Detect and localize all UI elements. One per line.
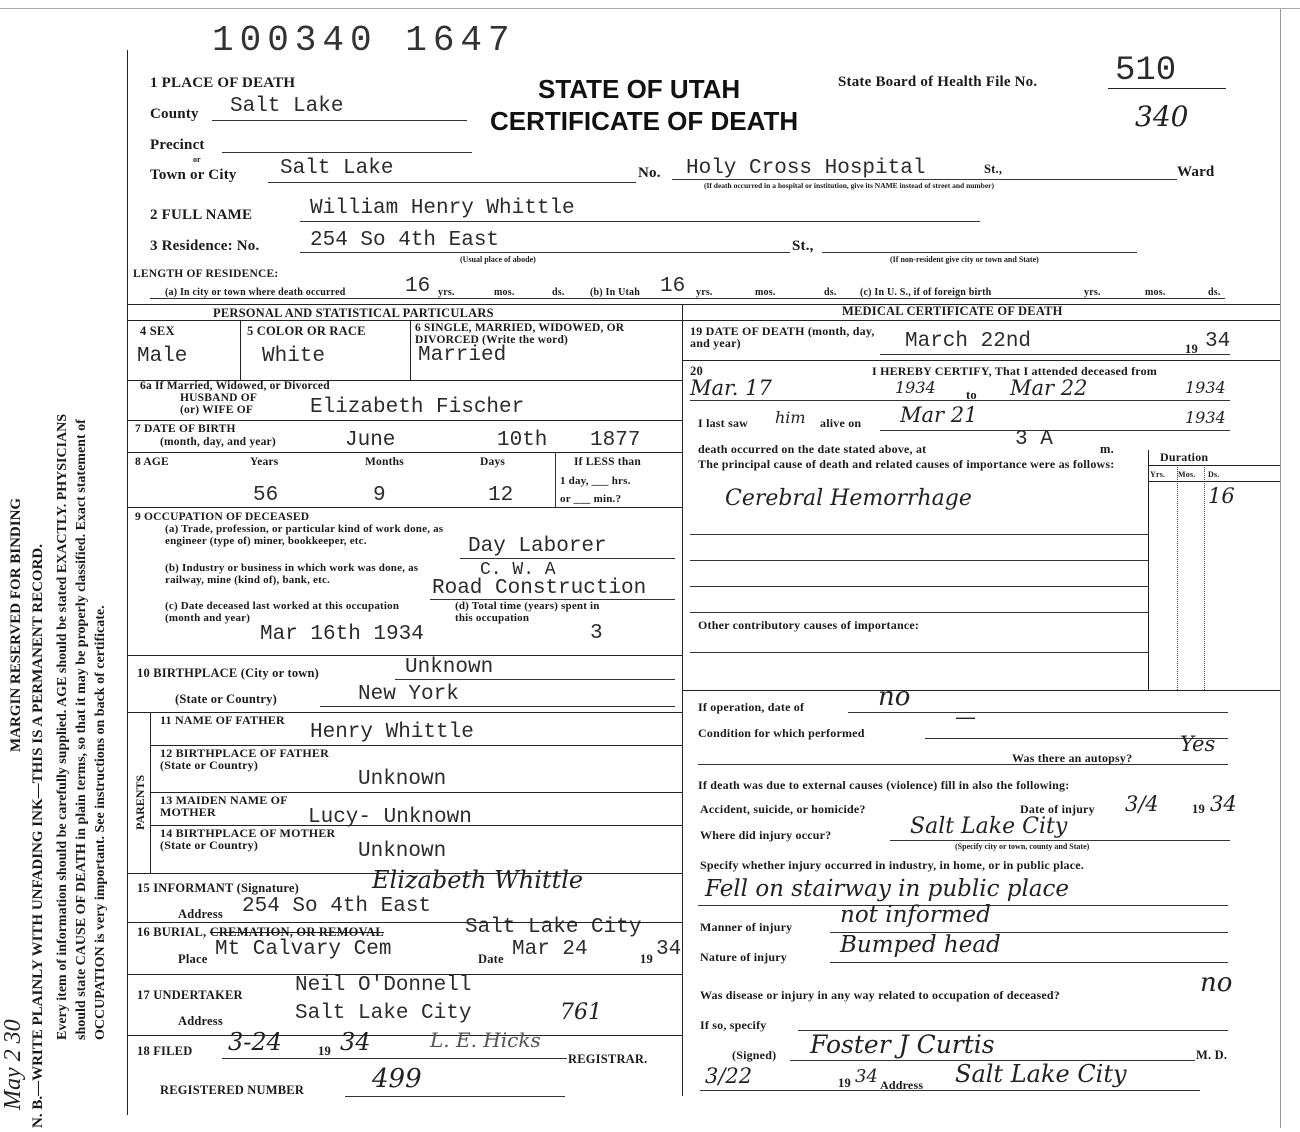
- manner-label: Manner of injury: [700, 920, 793, 934]
- margin-ink-text: N. B.—WRITE PLAINLY WITH UNFADING INK—THIS IS A PERMANENT RECORD.: [30, 544, 46, 1128]
- occupation-b-label: (b) Industry or business in which work was done, as railway, mine (kind of), bank, etc.: [165, 562, 419, 586]
- autopsy-label: Was there an autopsy?: [1012, 751, 1133, 765]
- yrs-label-2: yrs.: [696, 287, 713, 298]
- age-months-label: Months: [365, 456, 404, 468]
- occupation-c-value: Mar 16th 1934: [260, 623, 424, 646]
- mother-birthplace-value: Unknown: [358, 840, 447, 863]
- form-right-border: [1280, 8, 1281, 1128]
- place-of-death-heading: 1 PLACE OF DEATH: [150, 75, 296, 91]
- age-label: 8 AGE: [135, 456, 169, 468]
- spouse-label-2: HUSBAND OF: [180, 392, 258, 404]
- sign-year: 34: [855, 1066, 878, 1087]
- hospital-note: (If death occurred in a hospital or institution, give its NAME instead of street and number): [704, 181, 995, 190]
- registered-number-value: 499: [372, 1064, 422, 1094]
- sign-year-prefix: 19: [838, 1076, 851, 1090]
- dob-year: 1877: [590, 429, 641, 452]
- informant-label: 15 INFORMANT (Signature): [137, 881, 299, 895]
- occupation-d-label: (d) Total time (years) spent in this occupation: [455, 600, 600, 624]
- center-divider: [682, 304, 683, 1096]
- form-left-border: [127, 50, 128, 1115]
- where-injury-value: Salt Lake City: [910, 814, 1068, 839]
- age-min-label: or ___ min.?: [560, 493, 622, 505]
- duration-days-value: 16: [1208, 484, 1235, 508]
- manner-value: not informed: [840, 902, 991, 928]
- specify-place-value: Fell on stairway in public place: [705, 876, 1070, 902]
- father-birthplace-label: [160, 747, 340, 771]
- nature-label: Nature of injury: [700, 950, 787, 964]
- filed-date: 3-24: [228, 1028, 282, 1056]
- attended-from: Mar. 17: [690, 376, 772, 400]
- marital-label-text: 6 SINGLE, MARRIED, WIDOWED, OR DIVORCED (Write the word): [415, 322, 625, 346]
- alive-on-label: alive on: [820, 416, 862, 430]
- certificate-title: CERTIFICATE OF DEATH: [490, 106, 799, 136]
- mother-birthplace-label: [160, 827, 340, 851]
- filed-year-prefix: 19: [318, 1044, 331, 1058]
- physician-signature: Foster J Curtis: [810, 1030, 995, 1059]
- cause-label-text: The principal cause of death and related causes of importance were as follows:: [698, 457, 1115, 471]
- length-of-residence-label: LENGTH OF RESIDENCE:: [133, 268, 279, 280]
- certify-label: I HEREBY CERTIFY, That I attended deceased from: [872, 364, 1158, 378]
- injury-year-prefix: 19: [1192, 802, 1205, 816]
- nature-value: Bumped head: [840, 932, 1001, 958]
- last-saw-date: Mar 21: [900, 403, 978, 427]
- burial-place: Mt Calvary Cem: [215, 938, 392, 961]
- cause-value: Cerebral Hemorrhage: [725, 486, 972, 511]
- undertaker-number: 761: [560, 1000, 602, 1025]
- residence-label: 3 Residence: No.: [150, 238, 260, 254]
- full-name-label: 2 FULL NAME: [150, 207, 253, 223]
- father-label: [160, 714, 290, 726]
- date-of-death-value: March 22nd: [905, 330, 1032, 353]
- residence-st-label: St.,: [792, 238, 814, 254]
- registrar-signature: L. E. Hicks: [430, 1028, 541, 1052]
- signed-label: (Signed): [732, 1048, 777, 1062]
- full-name-value: William Henry Whittle: [310, 197, 575, 220]
- parents-side-label: PARENTS: [133, 774, 147, 830]
- marital-value: Married: [418, 344, 507, 367]
- age-days-label: Days: [480, 456, 506, 468]
- ds-label-1: ds.: [552, 287, 565, 298]
- ds-label-3: ds.: [1208, 287, 1221, 298]
- city-residence-years: 16: [405, 275, 431, 298]
- duration-mos: Mos.: [1178, 470, 1196, 479]
- margin-instruction-3: OCCUPATION is very important. See instructions on back of certificate.: [93, 605, 108, 1040]
- birthplace-state-label: (State or Country): [175, 692, 277, 706]
- undertaker-label: 17 UNDERTAKER: [137, 988, 243, 1002]
- state-title: STATE OF UTAH: [538, 74, 741, 104]
- yrs-label-1: yrs.: [438, 287, 455, 298]
- cause-label: [698, 458, 1148, 471]
- mother-label: [160, 794, 320, 818]
- injury-date-label: Date of injury: [1020, 802, 1095, 816]
- nonresident-note: (If non-resident give city or town and State): [890, 255, 1039, 264]
- last-saw-label: I last saw: [698, 416, 749, 430]
- attended-to-label: to: [966, 388, 977, 402]
- medical-header: MEDICAL CERTIFICATE OF DEATH: [842, 304, 1063, 318]
- date-of-death-label: [690, 325, 890, 349]
- age-months-value: 9: [373, 484, 386, 507]
- occupation-a-label: (a) Trade, profession, or particular kind of work done, as engineer (type of) miner, bookkeeper, etc.: [165, 523, 444, 547]
- spouse-value: Elizabeth Fischer: [310, 396, 525, 419]
- related-value: no: [1200, 968, 1233, 998]
- color-label: 5 COLOR OR RACE: [247, 324, 366, 338]
- physician-address: Salt Lake City: [955, 1060, 1127, 1088]
- file-no-label: State Board of Health File No.: [838, 74, 1038, 90]
- date-of-death-year: 34: [1205, 330, 1231, 353]
- file-no-value: 510: [1115, 52, 1177, 90]
- age-less-label: If LESS than: [574, 456, 641, 468]
- father-label-text: 11 NAME OF FATHER: [160, 713, 285, 727]
- utah-residence-label: (b) In Utah: [590, 287, 640, 298]
- contributory-label: Other contributory causes of importance:: [698, 618, 920, 632]
- us-residence-label: (c) In U. S., if of foreign birth: [860, 287, 992, 298]
- physician-address-label: Address: [880, 1078, 924, 1092]
- death-time-value: 3 A: [1015, 428, 1053, 451]
- mother-label-text: 13 MAIDEN NAME OF MOTHER: [160, 793, 288, 819]
- left-margin: [0, 0, 128, 1132]
- duration-label: Duration: [1160, 450, 1209, 464]
- specify-place-label: Specify whether injury occurred in industry, in home, or in public place.: [700, 858, 1084, 872]
- operation-label: If operation, date of: [698, 700, 805, 714]
- condition-label: Condition for which performed: [698, 726, 865, 740]
- serial-number: 100340 1647: [212, 20, 516, 61]
- sign-date: 3/22: [705, 1064, 753, 1088]
- mother-birthplace-label-text: 14 BIRTHPLACE OF MOTHER (State or Country): [160, 826, 336, 852]
- birthplace-city: Unknown: [405, 656, 494, 679]
- filed-label: 18 FILED: [137, 1044, 193, 1058]
- sex-label: 4 SEX: [140, 324, 175, 338]
- injury-year-value: 34: [1210, 792, 1237, 816]
- autopsy-value: Yes: [1180, 732, 1216, 756]
- accident-label: Accident, suicide, or homicide?: [700, 802, 866, 816]
- mos-label-3: mos.: [1145, 287, 1166, 298]
- dob-month: June: [345, 429, 396, 452]
- age-years-value: 56: [253, 484, 279, 507]
- margin-handwritten-note: May 2 30: [0, 1019, 26, 1110]
- death-time-label: death occurred on the date stated above, at: [698, 442, 927, 456]
- personal-header: PERSONAL AND STATISTICAL PARTICULARS: [213, 306, 494, 320]
- margin-binding-text: MARGIN RESERVED FOR BINDING: [8, 497, 24, 752]
- burial-year-prefix: 19: [640, 952, 653, 966]
- sex-value: Male: [137, 345, 188, 368]
- yrs-label-3: yrs.: [1084, 287, 1101, 298]
- father-birthplace-value: Unknown: [358, 768, 447, 791]
- city-residence-label: (a) In city or town where death occurred: [165, 287, 346, 298]
- burial-label-text: 16 BURIAL,: [137, 925, 207, 939]
- abode-note: (Usual place of abode): [460, 255, 536, 264]
- operation-value: no: [878, 682, 911, 712]
- burial-year: 34: [656, 938, 682, 961]
- dob-label-1: 7 DATE OF BIRTH: [135, 423, 236, 435]
- undertaker-address-label: Address: [178, 1014, 223, 1028]
- date-of-death-year-prefix: 19: [1185, 342, 1198, 356]
- dob-day: 10th: [497, 429, 548, 452]
- precinct-label: Precinct: [150, 137, 205, 153]
- color-value: White: [262, 345, 326, 368]
- utah-residence-years: 16: [660, 275, 686, 298]
- burial-date-label: Date: [478, 952, 504, 966]
- md-label: M. D.: [1196, 1048, 1228, 1062]
- occupation-c-label: (c) Date deceased last worked at this occupation (month and year): [165, 600, 400, 624]
- ward-label: Ward: [1177, 164, 1215, 180]
- where-injury-label: Where did injury occur?: [700, 828, 832, 842]
- where-injury-note: (Specify city or town, county and State): [955, 842, 1090, 851]
- external-causes-label: If death was due to external causes (violence) fill in also the following:: [698, 778, 1070, 792]
- death-time-m-label: m.: [1100, 442, 1114, 456]
- street-suffix-label: St.,: [984, 162, 1003, 176]
- age-hrs-label: 1 day, ___ hrs.: [560, 475, 631, 487]
- occupation-b-value-1: C. W. A: [480, 560, 556, 580]
- occupation-d-value: 3: [590, 622, 603, 645]
- county-label: County: [150, 106, 199, 122]
- ds-label-2: ds.: [824, 287, 837, 298]
- hospital-value: Holy Cross Hospital: [686, 157, 926, 180]
- duration-ds: Ds.: [1208, 470, 1220, 479]
- duration-yrs: Yrs.: [1150, 470, 1166, 479]
- burial-date: Mar 24: [512, 938, 588, 961]
- condition-value: —: [955, 705, 976, 729]
- father-value: Henry Whittle: [310, 721, 474, 744]
- father-birthplace-label-text: 12 BIRTHPLACE OF FATHER (State or Country): [160, 746, 329, 772]
- undertaker-name: Neil O'Donnell: [295, 974, 472, 997]
- last-saw-year: 1934: [1185, 408, 1226, 427]
- age-years-label: Years: [250, 456, 279, 468]
- town-label: Town or City: [150, 167, 237, 183]
- filed-year: 34: [340, 1028, 371, 1056]
- registered-file-number: 340: [1135, 100, 1189, 133]
- occupation-label: 9 OCCUPATION OF DECEASED: [135, 511, 310, 523]
- if-so-label: If so, specify: [700, 1018, 767, 1032]
- occupation-a-value: Day Laborer: [468, 535, 607, 558]
- spouse-label-3: (or) WIFE OF: [180, 404, 254, 416]
- attended-from-year: 1934: [895, 378, 936, 397]
- age-days-value: 12: [488, 484, 514, 507]
- attended-to: Mar 22: [1010, 376, 1088, 400]
- marital-label: [415, 322, 680, 346]
- dob-label-2: (month, day, and year): [160, 436, 276, 448]
- registered-number-label: REGISTERED NUMBER: [160, 1083, 305, 1097]
- town-value: Salt Lake: [280, 157, 394, 180]
- occupation-b-value-2: Road Construction: [432, 577, 647, 600]
- burial-city: Salt Lake City: [465, 916, 642, 939]
- mother-value: Lucy- Unknown: [308, 806, 472, 829]
- last-saw-him: him: [775, 408, 806, 427]
- birthplace-label: 10 BIRTHPLACE (City or town): [137, 666, 320, 680]
- date-of-death-label-text: 19 DATE OF DEATH (month, day, and year): [690, 324, 875, 350]
- mos-label-1: mos.: [494, 287, 515, 298]
- spouse-label-1: 6a If Married, Widowed, or Divorced: [140, 380, 330, 392]
- county-value: Salt Lake: [230, 95, 344, 118]
- attended-to-year: 1934: [1185, 378, 1226, 397]
- informant-signature: Elizabeth Whittle: [372, 866, 584, 894]
- certify-number: 20: [690, 364, 703, 378]
- mos-label-2: mos.: [755, 287, 776, 298]
- registrar-label: REGISTRAR.: [568, 1052, 648, 1066]
- birthplace-state: New York: [358, 683, 459, 706]
- related-label: Was disease or injury in any way related to occupation of deceased?: [700, 988, 1060, 1002]
- undertaker-address: Salt Lake City: [295, 1002, 472, 1025]
- top-border: [0, 8, 1300, 9]
- residence-value: 254 So 4th East: [310, 229, 500, 252]
- or-label: or: [193, 155, 201, 164]
- injury-date-value: 3/4: [1125, 792, 1159, 816]
- margin-instruction-1: Every item of information should be carefully supplied. AGE should be stated EXACTLY. PHYSICIANS: [55, 413, 70, 1040]
- burial-struck-text: CREMATION, OR REMOVAL: [209, 925, 384, 939]
- informant-address: 254 So 4th East: [242, 895, 432, 918]
- street-no-label: No.: [638, 165, 661, 181]
- informant-address-label: Address: [178, 907, 223, 921]
- burial-place-label: Place: [178, 952, 208, 966]
- margin-instruction-2: should state CAUSE OF DEATH in plain terms, so that it may be properly classified. Exact statement of: [74, 419, 89, 1040]
